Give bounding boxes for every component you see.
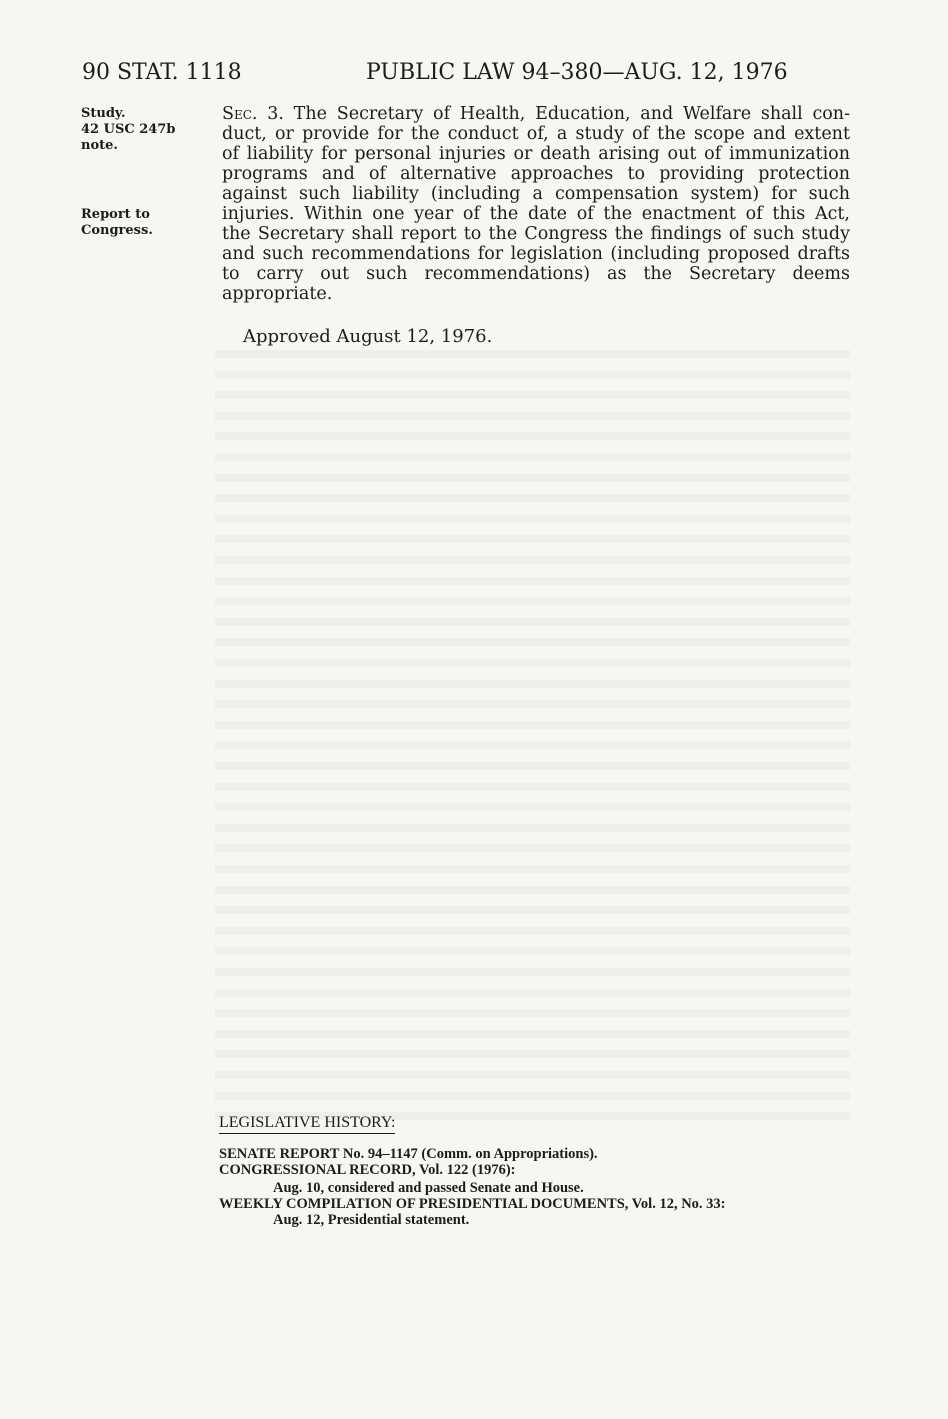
show-through-line	[215, 927, 850, 935]
show-through-line	[215, 618, 850, 626]
show-through-line	[215, 741, 850, 749]
margin-note-line: Congress.	[81, 223, 153, 238]
show-through-line	[215, 762, 850, 770]
section-line	[222, 104, 850, 124]
show-through-line	[215, 680, 850, 688]
congressional-record-detail: Aug. 10, considered and passed Senate and House.	[273, 1180, 584, 1196]
margin-note-line: Report to	[81, 207, 150, 222]
show-through-line	[215, 638, 850, 646]
show-through-line	[215, 515, 850, 523]
margin-note-line: 42 USC 247b	[81, 122, 176, 137]
show-through-line	[215, 1092, 850, 1100]
show-through-line	[215, 494, 850, 502]
weekly-compilation-detail: Aug. 12, Presidential statement.	[273, 1212, 470, 1228]
show-through-line	[215, 350, 850, 358]
section-line: the Secretary shall report to the Congress the findings of such study	[222, 224, 850, 244]
section-line: against such liability (including a compensation system) for such	[222, 184, 850, 204]
show-through-line	[215, 371, 850, 379]
show-through-line	[215, 989, 850, 997]
show-through-line	[215, 474, 850, 482]
congressional-record-entry: CONGRESSIONAL RECORD, Vol. 122 (1976):	[219, 1162, 516, 1178]
show-through-line	[215, 803, 850, 811]
approval-date: Approved August 12, 1976.	[243, 326, 493, 347]
show-through-line	[215, 659, 850, 667]
margin-note-line: note.	[81, 138, 118, 153]
show-through-line	[215, 886, 850, 894]
show-through-line	[215, 1030, 850, 1038]
show-through-line	[215, 968, 850, 976]
show-through-line	[215, 535, 850, 543]
show-through-line	[215, 700, 850, 708]
page-stat-reference: 90 STAT. 1118	[82, 60, 242, 85]
show-through-line	[215, 824, 850, 832]
legislative-history-heading: LEGISLATIVE HISTORY:	[219, 1114, 395, 1134]
show-through-line	[215, 783, 850, 791]
show-through-line	[215, 432, 850, 440]
section-line: programs and of alternative approaches to providing protection	[222, 164, 850, 184]
show-through-line	[215, 1050, 850, 1058]
show-through-line	[215, 391, 850, 399]
show-through-line	[215, 577, 850, 585]
show-through-line	[215, 412, 850, 420]
margin-note-line: Study.	[81, 106, 126, 121]
section-line-text: The Secretary of Health, Education, and Welfare shall con-	[283, 104, 850, 124]
show-through-line	[215, 844, 850, 852]
section-label: Sec. 3.	[222, 104, 284, 124]
show-through-line	[215, 1071, 850, 1079]
margin-note-study	[81, 106, 175, 154]
section-3-text	[222, 104, 850, 304]
section-line: of liability for personal injuries or death arising out of immunization	[222, 144, 850, 164]
show-through-line	[215, 906, 850, 914]
section-line: and such recommendations for legislation (including proposed drafts	[222, 244, 850, 264]
section-line: appropriate.	[222, 284, 333, 304]
section-line: injuries. Within one year of the date of the enactment of this Act,	[222, 204, 850, 224]
show-through-line	[215, 947, 850, 955]
running-header-law-date: PUBLIC LAW 94–380—AUG. 12, 1976	[366, 60, 788, 85]
show-through-line	[215, 597, 850, 605]
section-line: duct, or provide for the conduct of, a study of the scope and extent	[222, 124, 850, 144]
show-through-line	[215, 865, 850, 873]
weekly-compilation-entry: WEEKLY COMPILATION OF PRESIDENTIAL DOCUMENTS, Vol. 12, No. 33:	[219, 1196, 726, 1212]
senate-report-entry: SENATE REPORT No. 94–1147 (Comm. on Appropriations).	[219, 1146, 598, 1162]
show-through-line	[215, 721, 850, 729]
show-through-line	[215, 453, 850, 461]
margin-note-report-to-congress	[81, 207, 153, 239]
show-through-line	[215, 1009, 850, 1017]
section-line: to carry out such recommendations) as the Secretary deems	[222, 264, 850, 284]
show-through-line	[215, 556, 850, 564]
